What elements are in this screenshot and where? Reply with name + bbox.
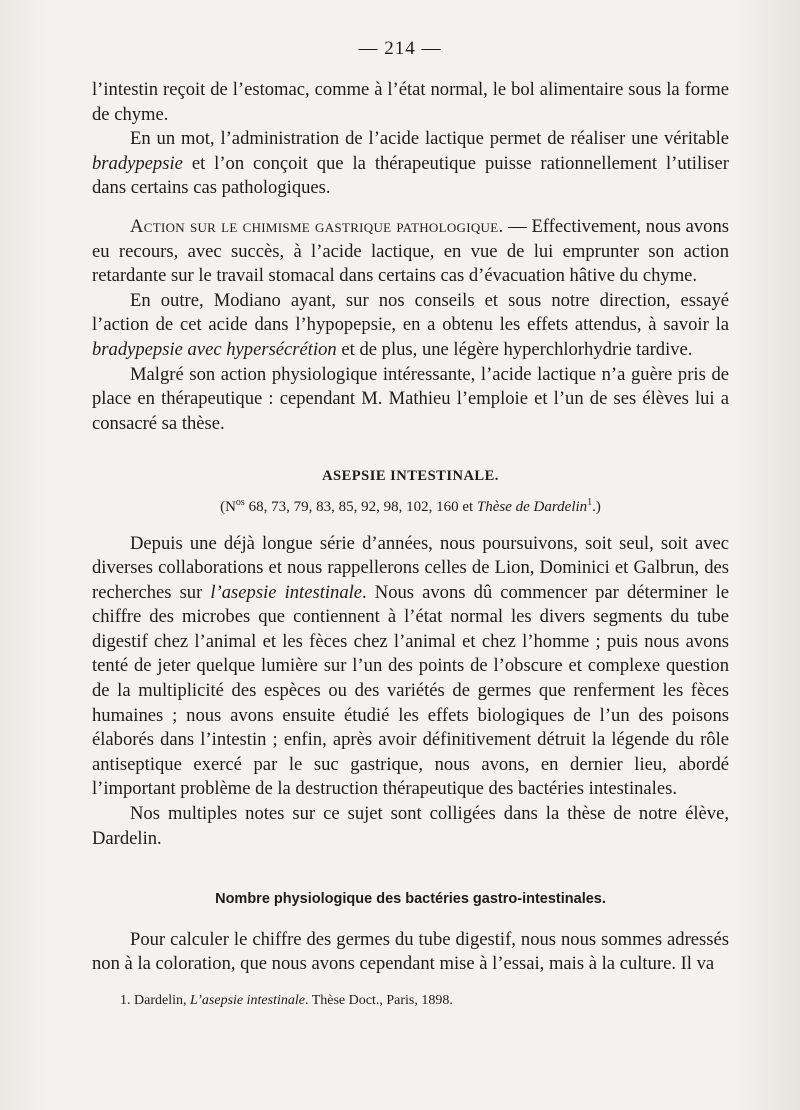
footnote — [120, 992, 720, 1010]
refs-numbers: 68, 73, 79, 83, 85, 92, 98, 102, 160 et — [244, 498, 477, 515]
paragraph-8-text: Pour calculer le chiffre des germes du tube digestif, nous nous sommes adressés non à la coloration, que nous avons cependant mise à l’essai, mais à la culture. Il va — [92, 928, 729, 975]
paragraph-4 — [92, 289, 729, 363]
paragraph-7-text: Nos multiples notes sur ce sujet sont colligées dans la thèse de notre élève, Dardelin. — [92, 803, 729, 849]
paragraph-4-text-b: et de plus, une légère hyperchlorhydrie tardive. — [336, 338, 693, 360]
section-title: ASEPSIE INTESTINALE. — [322, 468, 499, 485]
paragraph-5-text: Malgré son action physiologique intéressante, l’acide lactique n’a guère pris de place en thérapeutique : cependant M. Mathieu l’emploie et l’un de ses élèves lui a consacré sa thèse. — [92, 363, 729, 434]
refs-superscript: os — [235, 496, 245, 508]
footnote-number: 1. — [120, 993, 131, 1008]
paragraph-4-text-a: En outre, Modiano ayant, sur nos conseils et sous notre direction, essayé l’action de cet acide dans l’hypopepsie, en a obtenu les effets attendus, à savoir la — [92, 289, 729, 336]
subsection-title: Nombre physiologique des bactéries gastro-intestinales. — [215, 891, 606, 908]
paragraph-3-text: — Effectivement, nous avons eu recours, avec succès, à l’acide lactique, en vue de lui emprunter son action retardante sur le travail stomacal dans certains cas d’évacuation hâtive du chyme. — [92, 215, 729, 287]
page-number: — 214 — — [358, 38, 442, 59]
paragraph-6-text-a: Depuis une déjà longue série d’années, nous poursuivons, soit seul, soit avec diverses collaborations et nous rappellerons celles de Lion, Dominici et Galbrun, des recherches sur — [92, 532, 729, 603]
paragraph-2 — [92, 127, 729, 201]
refs-suffix: .) — [592, 498, 601, 515]
paragraph-3-heading: Action sur le chimisme gastrique pathologique. — [130, 215, 504, 237]
spacer — [92, 201, 729, 215]
paragraph-6-emphasis: l’asepsie intestinale — [210, 581, 363, 603]
paragraph-2-text-b: et l’on conçoit que la thérapeutique puisse rationnellement l’utiliser dans certains cas pathologiques. — [92, 152, 729, 199]
paragraph-6 — [92, 532, 729, 803]
paragraph-2-text-a: En un mot, l’administration de l’acide lactique permet de réaliser une véritable — [130, 128, 729, 150]
paragraph-3 — [92, 215, 729, 289]
paragraph-6-text-b: . Nous avons dû commencer par déterminer le chiffre des microbes que contiennent à l’état normal les divers segments du tube digestif chez l’animal et les fèces chez l’animal et chez l’homme ; puis nous avons tenté de jeter quelque lumière sur l’un des points de l’obscure et complexe question de la multiplicité des espèces ou des variétés de germes que renferment les fèces humaines ; nous avons ensuite étudié les effets biologiques de l’un des poisons élaborés dans l’intestin ; enfin, après avoir définitivement détruit la légende du rôle antiseptique exercé par le suc gastrique, nous avons, en dernier lieu, abordé l’important problème de la destruction thérapeutique des bactéries intestinales. — [92, 581, 729, 800]
paragraph-1 — [92, 78, 729, 127]
body-text — [92, 78, 729, 977]
paragraph-7 — [92, 802, 729, 851]
footnote-author: Dardelin, — [130, 993, 190, 1008]
paragraph-4-emphasis: bradypepsie avec hypersécrétion — [92, 338, 337, 360]
paragraph-8 — [92, 928, 729, 977]
footnote-marker: 1 — [587, 496, 593, 508]
refs-thesis: Thèse de Dardelin — [476, 498, 588, 515]
refs-prefix: (N — [220, 498, 236, 515]
footnote-title: L’asepsie intestinale — [189, 993, 305, 1008]
footnote-details: . Thèse Doct., Paris, 1898. — [304, 993, 453, 1008]
paragraph-2-emphasis: bradypepsie — [92, 152, 183, 174]
paragraph-5 — [92, 363, 729, 437]
section-references — [92, 495, 729, 520]
paragraph-1-text: l’intestin reçoit de l’estomac, comme à l’état normal, le bol alimentaire sous la forme de chyme. — [92, 79, 729, 125]
